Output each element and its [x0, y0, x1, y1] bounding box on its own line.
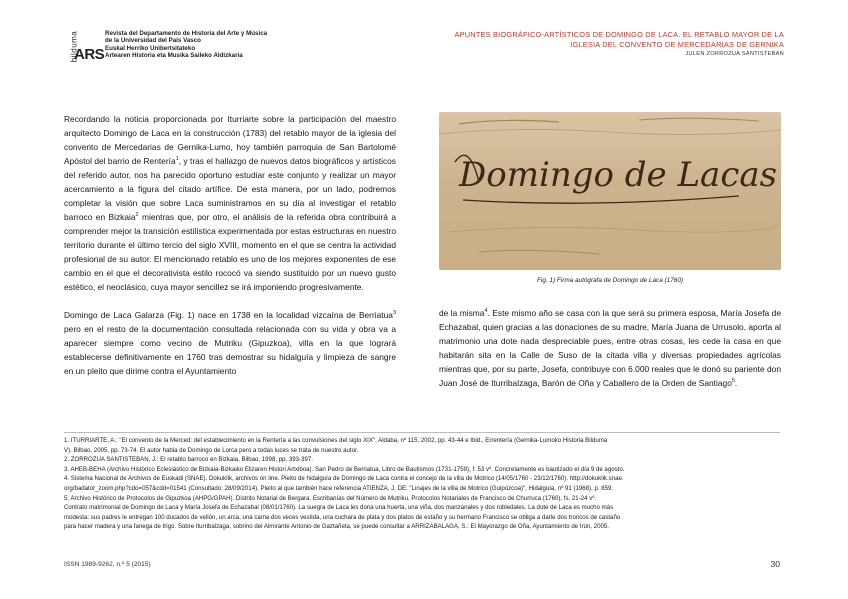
- running-header: [404, 30, 784, 57]
- footnote-line: 1. ITURRIARTE, A.: "El convento de la Merced: del establecimiento en la Rentería a las convulsiones del siglo XIX", Aldaba, nº 115, 2002, pp. 43-44 e Ibid., Errentería (Gernika-Lumoko Historia Bilduma: [64, 437, 608, 444]
- figure-caption: Fig. 1) Firma autógrafa de Domingo de Laca (1760): [537, 277, 683, 284]
- footer-issn: ISSN 1989-9262, n.º 5 (2015): [64, 561, 151, 568]
- logo-mark: ARS: [74, 46, 105, 63]
- footnote-line: 5. Archivo Histórico de Protocolos de Gipuzkoa (AHPG/GPAH). Distrito Notarial de Bergara. Escribanías del Número de Mutriku. Protocolos Notariales de Francisco de Churruca (1760), fs. 21-24 vº.: [64, 494, 597, 502]
- footnote-line: para hacer madera y una fanega de trigo. Sobre Iturribalzaga, sobrino del Almirante Antonio de Gaztañeta, se puede consultar a ARRIZABALAGA, S.: El Mayorazgo de Oña, Ayuntamiento de Irún, 2005.: [64, 523, 609, 531]
- signature-text: Domingo de Lacas: [459, 155, 778, 195]
- dept-line: Artearen Historia eta Musika Saileko Aldizkaria: [105, 52, 243, 60]
- running-author: JULEN ZORROZUA SANTISTEBAN: [685, 51, 784, 57]
- footnote-line: org/badator_zoom.php?cdo=057&cdd=01541 (Consultado: 28/09/2014). Pleito al que también hace referencia ATIENZA, J. DE: "Linajes de la villa de Motrico (Guipúzcoa)", Hidalguía, nº 91 (1968), p. 859.: [64, 484, 614, 492]
- footnote-line: 2. ZORROZUA SANTISTEBAN, J.: El retablo barroco en Bizkaia, Bilbao, 1998, pp. 393-397.: [64, 456, 313, 464]
- page-header: [64, 26, 784, 74]
- paragraph-text: Domingo de Laca Galarza (Fig. 1) nace en 1738 en la localidad vizcaína de Berriatua: [64, 310, 393, 320]
- running-title-line-2: IGLESIA DEL CONVENTO DE MERCEDARIAS DE GERNIKA: [570, 40, 784, 49]
- footnote-line: V). Bilbao, 2005, pp. 73-74. El autor habla de Domingo de Lorca pero a todas luces se trata de nuestro autor.: [64, 446, 359, 454]
- footnote-ref[interactable]: 3: [392, 310, 396, 317]
- paragraph-text: Recordando la noticia proporcionada por Iturriarte sobre la participación del maestro arquitecto Domingo de Laca en la construcción (1783) del retablo mayor de la iglesia del convento de Mercedarias de Gernika-Lumo, hoy también parroquia de San Bartolomé Apóstol del barrio de Rentería: [64, 114, 396, 166]
- footnote-line: Contrato matrimonial de Domingo de Laca y María Josefa de Echazabal (08/01/1760). La suegra de Laca les dona una huerta, una viña, dos manzanales y dos robledales. La dote de Laca es mucho más: [64, 504, 614, 512]
- signature-figure: [439, 112, 781, 270]
- paragraph-text: .: [734, 378, 738, 388]
- logo-vertical-text: bilduma: [69, 30, 79, 63]
- paragraph-text: de la misma: [439, 308, 485, 318]
- footnote-ref[interactable]: 2: [135, 212, 139, 219]
- dept-line: de la Universidad del País Vasco: [105, 37, 201, 45]
- footnote-ref[interactable]: 4: [484, 308, 488, 315]
- paragraph-text: mientras que, por otro, el análisis de la referida obra contribuirá a comprender mejor la transición estilística experimentada por estas estructuras en nuestro territorio durante el último tercio del siglo XVIII, momento en el que se centra la actividad profesional de su autor. El mencionado retablo es uno de los mejores exponentes de ese cambio en el que el decorativista estilo rococó va siendo sustituido por un nuevo gusto estético, el neoclásico, cuya mayor sencillez se irá imponiendo progresivamente.: [64, 212, 396, 292]
- running-title-line-1: APUNTES BIOGRÁFICO-ARTÍSTICOS DE DOMINGO DE LACA. EL RETABLO MAYOR DE LA: [454, 30, 784, 39]
- journal-department: [105, 30, 325, 60]
- dept-line: Euskal Herriko Unibertsitateko: [105, 44, 196, 52]
- journal-logo: [64, 28, 105, 68]
- paragraph-text: . Este mismo año se casa con la que será su primera esposa, María Josefa de Echazabal, quien gracias a las donaciones de su madre, María Juana de Urrusolo, aporta al matrimonio una dote nada despreciable pues, entre otras cosas, les cede la casa en que habitarán sita en la Calle de Suso de la citada villa y diversas propiedades agrícolas mientras que, por su parte, Josefa, contribuye con 6.000 reales que le donó su pariente don Juan José de Iturribalzaga, Barón de Oña y Caballero de la Orden de Santiago: [439, 308, 781, 388]
- dept-line: Revista del Departamento de Historia del Arte y Música: [105, 30, 268, 37]
- left-column: [64, 112, 396, 392]
- paragraph-text: , y tras el hallazgo de nuevos datos biográficos y artísticos del referido autor, nos ha parecido oportuno estudiar este conjunto y realizar un mayor acercamiento a la figura del citado artífice. De esta manera, por un lado, podremos completar la visión que sobre Laca suministramos en su día al investigar el retablo barroco en Bizkaia: [64, 156, 396, 222]
- footnote-line: 3. AHEB-BEHA (Archivo Histórico Eclesiástico de Bizkaia-Bizkaiko Elizaren Histori Artxiboa). San Pedro de Berriatua, Libro de Bautismos (1731-1759), f. 53 vº. Concretamente es bautizado el día 9 de agosto.: [64, 465, 625, 473]
- right-column: [439, 112, 781, 388]
- footnotes: [64, 432, 780, 532]
- signature-image: [439, 112, 781, 270]
- footnote-ref[interactable]: 5: [731, 378, 735, 385]
- paragraph: [64, 112, 396, 294]
- footnote-line: modesta: sus padres le entregan 100 ducados de vellón, un arca, una cama dos veces vestida, una cuchara de plata y dos platos de estaño y su hermano Francisco se obliga a darle dos troncos de castaño: [64, 513, 621, 521]
- footnote-line: 4. Sistema Nacional de Archivos de Euskadi (SNAE). Dokuklik, archivos on line. Pleito de hidalguía de Domingo de Laca contra el concejo de la villa de Motrico (14/05/1760 - 23/12/1760). http://dokuklik.snae.: [64, 475, 624, 483]
- footnote-ref[interactable]: 1: [175, 156, 179, 163]
- paragraph: [64, 308, 396, 378]
- page-number: 30: [770, 559, 780, 569]
- paragraph: [439, 306, 781, 390]
- paragraph-text: pero en el resto de la documentación consultada relacionada con su vida y obra va a aparecer siempre como vecino de Mutriku (Gipuzkoa), villa en la que logrará establecerse definitivamente en 1760 tras demostrar su hidalguía y limpieza de sangre en un pleito que dirime contra el Ayuntamiento: [64, 324, 396, 376]
